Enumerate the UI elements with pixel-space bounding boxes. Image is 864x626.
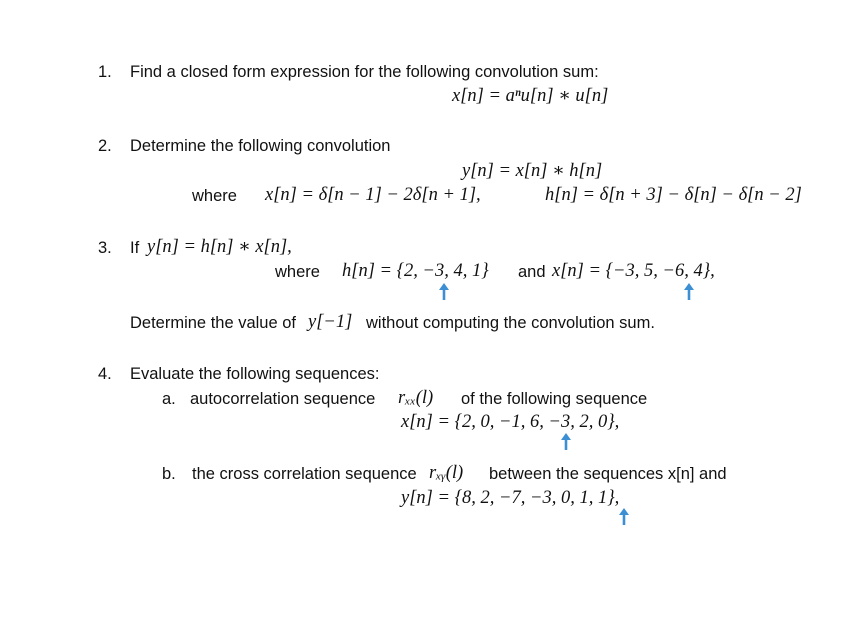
up-arrow-icon [438,283,450,300]
problem-1-equation: x[n] = aⁿu[n] ∗ u[n] [452,86,609,106]
problem-3-equation: y[n] = h[n] ∗ x[n], [147,237,292,257]
problem-4a-sequence: x[n] = {2, 0, −1, 6, −3, 2, 0}, [401,412,620,432]
problem-4-number: 4. [98,365,112,383]
problem-2-h-definition: h[n] = δ[n + 3] − δ[n] − δ[n − 2] [545,185,802,205]
problem-1-number: 1. [98,63,112,81]
problem-3-x-sequence: x[n] = {−3, 5, −6, 4}, [552,261,715,281]
problem-4a-math: rₓₓ(l) [398,388,434,408]
problem-3-and-text: and [518,263,546,281]
up-arrow-icon [683,283,695,300]
up-arrow-icon [560,433,572,450]
problem-3-h-sequence: h[n] = {2, −3, 4, 1} [342,261,489,281]
problem-4b-math: rₓᵧ(l) [429,463,464,483]
problem-3-determine-math: y[−1] [308,312,353,332]
problem-2-x-definition: x[n] = δ[n − 1] − 2δ[n + 1], [265,185,481,205]
problem-3-determine-text-end: without computing the convolution sum. [366,314,655,332]
problem-2-text: Determine the following convolution [130,137,391,155]
problem-4a-text: autocorrelation sequence [190,390,376,408]
problem-4b-label: b. [162,465,176,483]
problem-4b-text: the cross correlation sequence [192,465,417,483]
problem-4a-text-after: of the following sequence [461,390,648,408]
problem-3-determine-text: Determine the value of [130,314,297,332]
problem-3-if-text: If [130,239,140,257]
problem-2-number: 2. [98,137,112,155]
problem-4a-label: a. [162,390,176,408]
problem-4b-text-after: between the sequences x[n] and [489,465,727,483]
problem-2-where-label: where [192,187,237,205]
problem-4b-sequence: y[n] = {8, 2, −7, −3, 0, 1, 1}, [401,488,620,508]
problem-3-where-label: where [275,263,320,281]
problem-1-text: Find a closed form expression for the following convolution sum: [130,63,599,81]
problem-2-equation: y[n] = x[n] ∗ h[n] [462,161,603,181]
up-arrow-icon [618,508,630,525]
problem-3-number: 3. [98,239,112,257]
problem-4-text: Evaluate the following sequences: [130,365,380,383]
